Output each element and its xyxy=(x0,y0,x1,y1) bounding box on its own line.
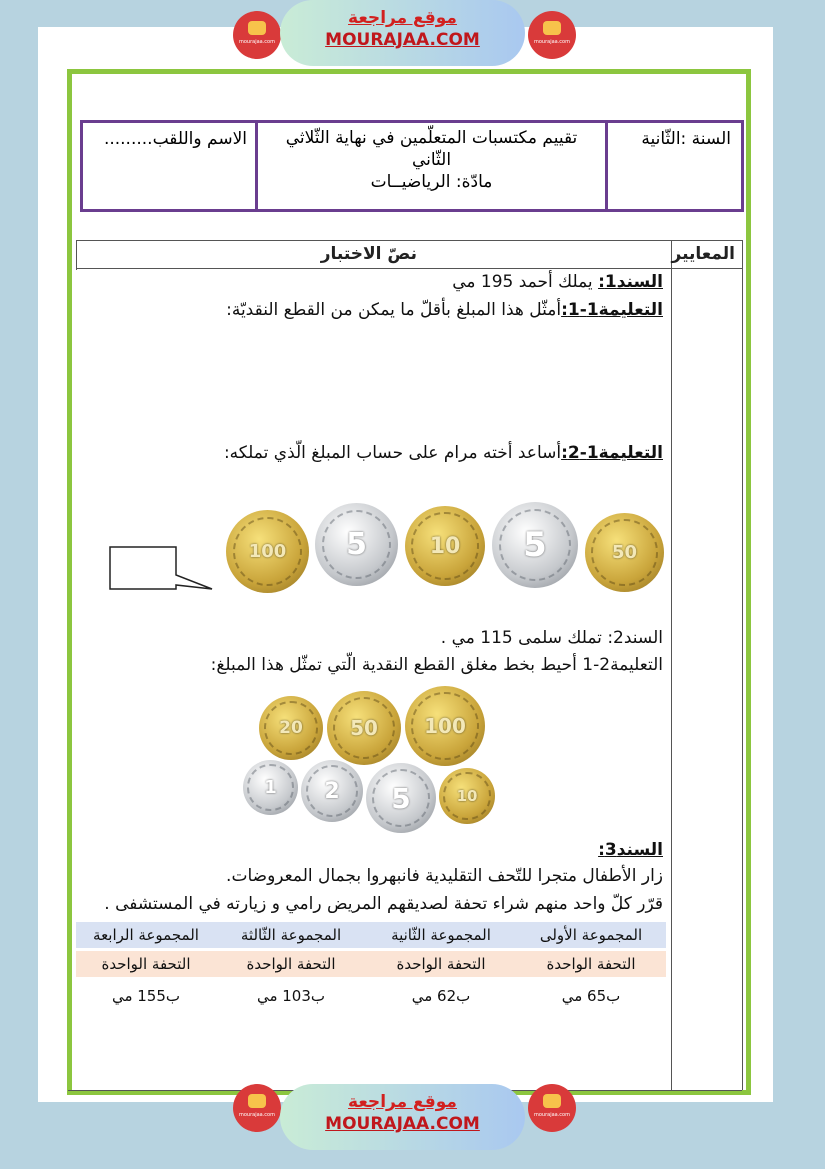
support-2: السند2: تملك سلمى 115 مي . xyxy=(440,628,663,648)
table-cell: التحفة الواحدة xyxy=(246,955,336,973)
table-cell: التحفة الواحدة xyxy=(546,955,636,973)
site-logo-left-top[interactable]: mourajaa.com xyxy=(233,11,281,59)
table-cell: التحفة الواحدة xyxy=(101,955,191,973)
support-1: السند1: يملك أحمد 195 مي xyxy=(452,272,663,292)
grid-line xyxy=(742,240,743,1090)
grid-line xyxy=(76,268,742,269)
banner-site[interactable]: MOURAJAA.COM xyxy=(325,30,480,50)
table-cell: التحفة الواحدة xyxy=(396,955,486,973)
grid-line xyxy=(671,240,672,1090)
coin-100[interactable]: 100 xyxy=(405,686,485,766)
header-table xyxy=(80,120,744,212)
site-logo-right-bottom[interactable]: mourajaa.com xyxy=(528,1084,576,1132)
table-row xyxy=(76,951,666,977)
coin-1[interactable]: 1 xyxy=(243,760,298,815)
banner-arabic[interactable]: موقع مراجعة xyxy=(348,1092,457,1112)
support-3-line2: قرّر كلّ واحد منهم شراء تحفة لصديقهم المريض رامي و زيارته في المستشفى . xyxy=(104,894,663,914)
instruction-2-1: التعليمة2-1 أحيط بخط مغلق القطع النقدية الّتي تمثّل هذا المبلغ: xyxy=(210,655,663,675)
coin-2[interactable]: 2 xyxy=(301,760,363,822)
table-cell: المجموعة الثّالثة xyxy=(240,926,342,944)
table-cell: ب62 مي xyxy=(411,987,471,1005)
support-3-line1: زار الأطفال متجرا للتّحف التقليدية فانبهروا بجمال المعروضات. xyxy=(226,866,663,886)
table-cell: المجموعة الثّانية xyxy=(391,926,491,944)
table-row xyxy=(76,922,666,948)
name-cell: الاسم واللقب......... xyxy=(103,129,247,149)
coin-5: 5 xyxy=(492,502,578,588)
answer-box[interactable] xyxy=(108,545,218,593)
instruction-1-1: التعليمة1-1:أمثّل هذا المبلغ بأقلّ ما يمكن من القطع النقديّة: xyxy=(226,300,663,320)
coin-50: 50 xyxy=(585,513,664,592)
coin-100: 100 xyxy=(226,510,309,593)
table-cell: ب103 مي xyxy=(256,987,326,1005)
site-banner-bottom[interactable] xyxy=(280,1084,525,1150)
site-banner-top[interactable] xyxy=(280,0,525,66)
grid-line xyxy=(76,240,77,270)
coin-5[interactable]: 5 xyxy=(366,763,436,833)
coin-50[interactable]: 50 xyxy=(327,691,401,765)
table-cell: ب65 مي xyxy=(561,987,621,1005)
title-cell: تقييم مكتسبات المتعلّمين في نهاية الثّلاثي الثّاني مادّة: الرياضيــات xyxy=(255,123,605,209)
test-text-header: نصّ الاختبار xyxy=(320,244,417,264)
table-cell: المجموعة الرابعة xyxy=(93,926,199,944)
coin-10[interactable]: 10 xyxy=(439,768,495,824)
site-logo-right-top[interactable]: mourajaa.com xyxy=(528,11,576,59)
coin-20[interactable]: 20 xyxy=(259,696,323,760)
banner-site[interactable]: MOURAJAA.COM xyxy=(325,1114,480,1134)
instruction-1-2: التعليمة1-2:أساعد أخته مرام على حساب المبلغ الّذي تملكه: xyxy=(223,443,663,463)
coin-10: 10 xyxy=(405,506,485,586)
banner-arabic[interactable]: موقع مراجعة xyxy=(348,8,457,28)
table-cell: المجموعة الأولى xyxy=(539,926,643,944)
year-cell: السنة :الثّانية xyxy=(605,123,741,209)
site-logo-left-bottom[interactable]: mourajaa.com xyxy=(233,1084,281,1132)
table-cell: ب155 مي xyxy=(111,987,181,1005)
coin-5: 5 xyxy=(315,503,398,586)
grid-line xyxy=(76,240,742,241)
table-row xyxy=(76,983,666,1009)
support-3-label: السند3: xyxy=(598,840,663,860)
criteria-header: المعايير xyxy=(671,244,735,264)
